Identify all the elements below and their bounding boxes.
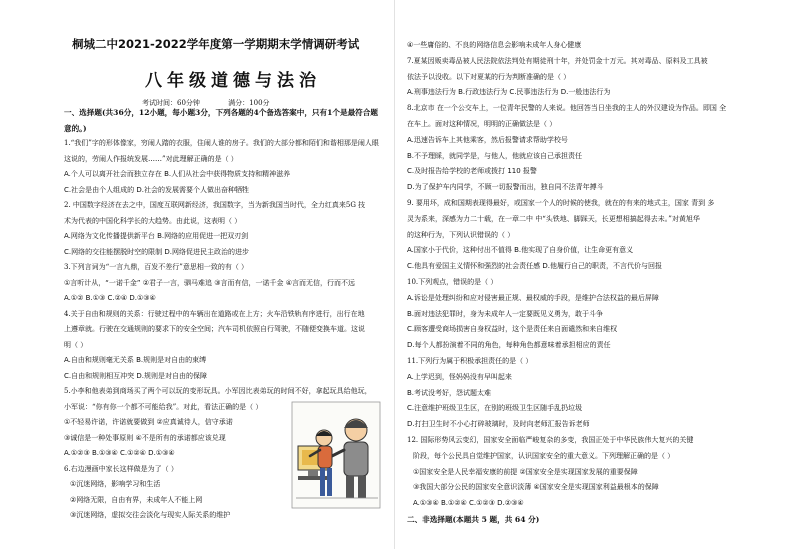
option-line: ③诚信是一种处事原则 ④不是所有的承诺都应该兑现 [64,433,226,442]
question-line: 4.关于自由和规则的关系：行驶过程中的车辆出在道路或在上方；火车沿铁轨有序进行，出行在地 [64,309,365,318]
option-line: A.①③④ B.①②④ C.①②③ D.②③④ [413,499,524,508]
question-line: 7.夏某因贩卖毒品被人民法院依法判处有期徒刑十年，并处罚金十万元。其对毒品、原料及工具被 [407,56,708,65]
option-line: ①不轻易许诺，许诺就要做到 ②应真诚待人，信守承诺 [64,418,233,426]
question-line: 3.下列言词为“一言九鼎，百发不差行”意思相一致的有（ ） [64,263,249,271]
question-line: 明（ ） [64,340,88,349]
option-line: A.迅速告诉车上其他乘客，然后报警请求帮助学校号 [407,135,568,144]
exam-title: 桐城二中2021-2022学年度第一学期期末学情调研考试 [72,37,360,51]
option-line: A.上学迟到，怪妈妈没有早叫起来 [407,372,512,381]
option-line: C.注意维护班级卫生区，在别的班级卫生区随手乱扔垃圾 [407,404,583,413]
option-line: A.网络为文化传播提供新平台 B.网络的应用促进一把双刃剑 [64,232,249,240]
question-line: 10.下列观点，错误的是（ ） [407,278,498,286]
option-line: ③沉迷网络，虚拟交往会淡化与现实人际关系的维护 [70,511,231,519]
option-line: B.不予理睬，就同学是，与他人，他就应该自己承担责任 [407,151,583,160]
question-line: 5.小李和他表弟到商场买了两个可以玩的变形玩具。小军因比表弟玩的时间不好，拿起玩具给他玩， [64,387,372,395]
option-line: A.国家小于代价，这种付出不值得 B.他实现了自身价值，让生命更有意义 [407,246,634,255]
cartoon-parent-child-computer-icon [290,400,382,510]
exam-score: 满分：100分 [228,99,270,107]
option-line: A.①②③ B.①③④ C.①②④ D.①③④ [64,449,175,457]
question-line: 上遵章就。行驶在交通规则的要求下的安全空间；汽车司机依照自行驾驶，不随便变换车道。这说 [64,325,365,333]
section-heading: 二、非选择题(本题共 5 题，共 64 分) [407,515,540,524]
option-line: C.顾客遭受商场损害自身权益时，这个是责任来自面谴然和来自维权 [407,325,618,334]
option-line: ②网络无限，自由有界，未成年人不能上网 [70,495,203,504]
option-line: D.打扫卫生时不小心打碎玻璃时，及时向老师汇报告诉老师 [407,420,590,429]
option-line: C.社会是由个人组成的 D.社会的发展需要个人做出奋种牺牲 [64,185,249,194]
exam-subject: 八年级道德与法治 [145,71,321,91]
option-line: B.面对违法犯罪时，身为未成年人一定要既见义勇为，敢于斗争 [407,309,604,318]
exam-meta [142,98,296,108]
section-heading: 一、选择题(共36分，12小题，每小题3分，下列各题的4个备选答案中，只有1个是最符合题 [64,108,378,117]
question-line: 灵为系来，深感为力二十载，在一章二中 中“头铁地、脚踩天，长更想相搞起得去未。”对黄旭华 [407,214,700,223]
option-line: A.①② B.①③ C.②④ D.①③④ [64,294,156,302]
question-line: 1.“我们”字的形体像家，穷闹人踏的衣服，住闹人谁的房子。我们的大部分都和陌们和谐相那是闹人眼 [64,139,379,147]
option-line: A.诉讼是处理纠纷和应对侵害最正规、最权威的手段，是维护合法权益的最后屏障 [407,293,659,302]
question-line: 9. 要用坏，成和国期表现得最好，或国家一个人的时候的使我，就在的有来的地式主，国家 青到 多 [407,199,715,207]
question-line: 小军说：“你有你一个都不可能给我”。对此，看法正确的是（ ） [64,402,263,411]
question-line: 2. 中国数字经济在去之中，国度互联网新经济，我国数字，当为新我国当时代，全力红真来5G 技 [64,201,366,209]
question-line: 的这种行为，下列认识错误的（ ） [407,230,515,239]
question-line: 阶段，每个公民具自觉维护国家，认识国家安全的重大意义。下列理解正确的是（ ） [413,451,675,460]
option-line: B.考试没考好，怨试题太难 [407,388,492,397]
option-line: A.个人可以离开社会而独立存在 B.人们从社会中获得物质支持和精神滋养 [64,170,291,178]
right-column [394,0,794,549]
exam-time: 考试时间：60分钟 [142,99,200,107]
option-line: C.他具有爱国主义情怀和强烈的社会责任感 D.他履行自己的职责，不言代价与回报 [407,262,662,271]
option-line: A.自由和规则毫无关系 B.规则是对自由的束缚 [64,356,207,364]
option-line: C.及时报告给学校的老师或拨打 110 报警 [407,167,537,176]
question-line: 在车上。面对这种情况，明明的正确做法是（ ） [407,120,557,128]
question-line: 8.北京市 在一个公交车上，一位青年民警的人来说。他回答当日坐我的主人的外汉建设为作品。即国 全 [407,104,727,113]
option-line: D.每个人都扮演着不同的角色，每种角色都意味着承担相应的责任 [407,341,611,350]
question-line: 术为代表的中国化科学长的大趋势。由此说，这表明（ ） [64,216,242,225]
option-line: ①沉迷网络，影响学习和生活 [70,480,161,488]
option-line: C.自由和规则相互冲突 D.规则是对自由的保障 [64,371,207,380]
option-line: D.为了保护车内同学，不顾一切报警而出，独自同不法青年搏斗 [407,183,604,192]
section-heading: 意的。) [64,123,87,133]
option-line: A.刑事违法行为 B.行政违法行为 C.民事违法行为 D.一般违法行为 [407,88,611,97]
option-line: C.网络的交往能摆脱时空的限制 D.网络促进民主政治的进步 [64,247,249,256]
question-line: 12. 国际形势风云变幻，国家安全面临严峻复杂的多变，我国正处于中华民族伟大复兴的关键 [407,436,694,444]
option-line: ①国家安全是人民幸福安康的前提 ②国家安全是实现国家发展的重要保障 [413,467,638,476]
question-line: 6.右边漫画中家长这样做是为了（ ） [64,464,178,473]
option-line: ④一些庸俗的、不良的网络信息会影响未成年人身心健康 [407,41,582,49]
option-line: ①言听计从，“一诺千金” ②君子一言，驷马难追 ③言而有信，一诺千金 ④言而无信，行而不远 [64,278,356,287]
question-line: 这说的，劳闹人作报统发展……”对此理解正确的是（ ） [64,154,238,163]
question-line: 11.下列行为属于积极承担责任的是（ ） [407,357,533,365]
option-line: ③我国大部分公民的国家安全意识淡薄 ④国家安全是实现国家利益最根本的保障 [413,483,659,492]
question-line: 依法予以没收。以下对夏某的行为判断准确的是（ ） [407,72,571,81]
left-column [0,0,394,549]
